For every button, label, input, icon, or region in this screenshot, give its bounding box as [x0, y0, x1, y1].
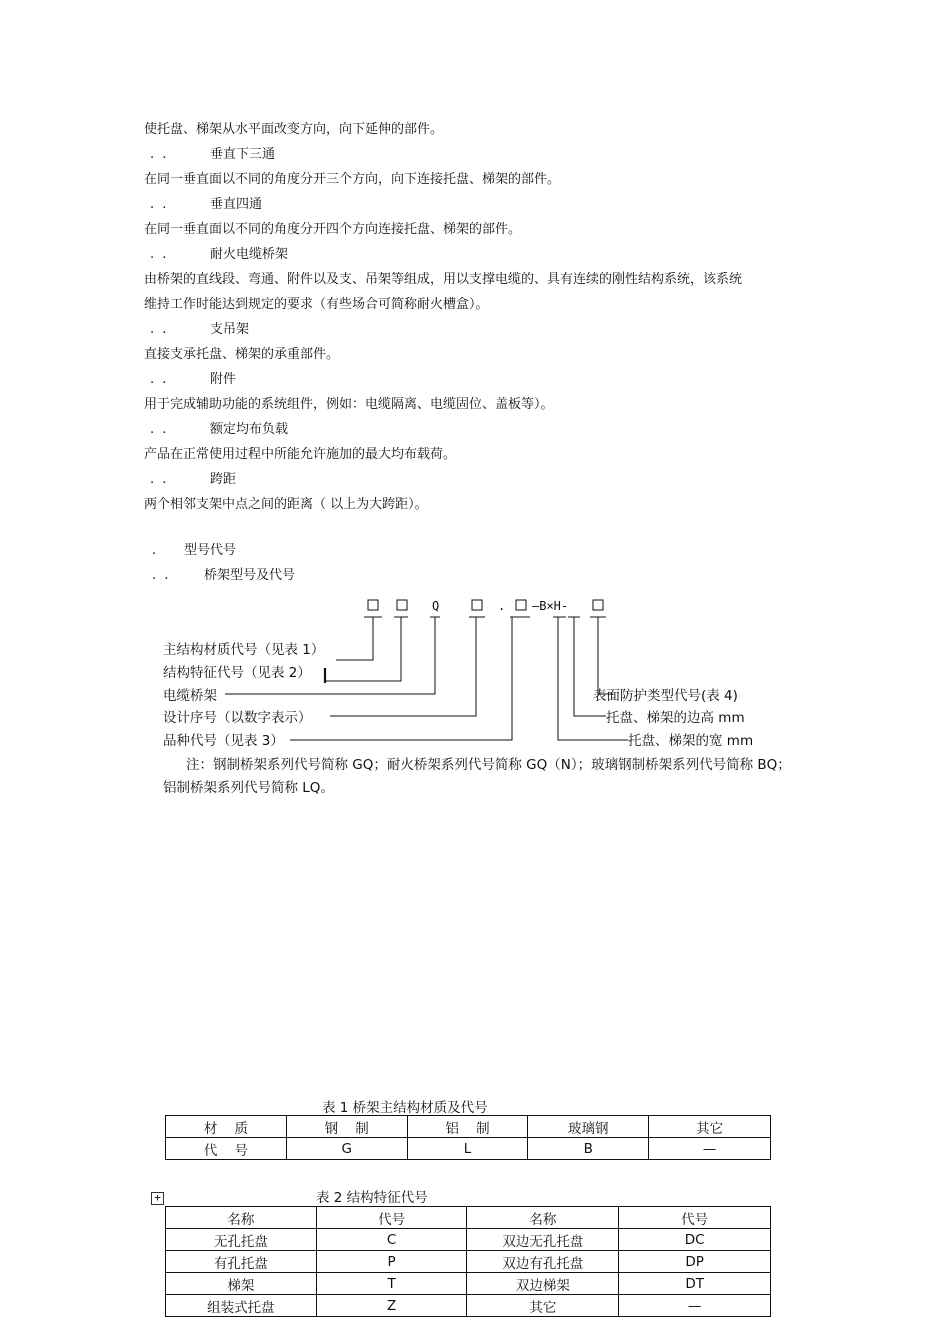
definition-term: 耐火电缆桥架: [210, 247, 289, 262]
table-cell: 其它: [649, 1116, 771, 1138]
subsection-title: 桥架型号及代号: [204, 568, 296, 583]
table-cell: DT: [619, 1273, 771, 1295]
label-edge-height: 托盘、梯架的边高 mm: [606, 710, 745, 726]
definition-text: 产品在正常使用过程中所能允许施加的最大均布载荷。: [144, 447, 457, 462]
leader-surface: [590, 617, 613, 694]
code-dot: .: [498, 599, 506, 613]
table-cell: DP: [619, 1251, 771, 1273]
label-width: 托盘、梯架的宽 mm: [628, 733, 754, 749]
table-header-row: [166, 1207, 771, 1229]
definition-text: 直接支承托盘、梯架的承重部件。: [144, 347, 340, 362]
label-variety-code: 品种代号（见表 3）: [163, 733, 284, 749]
table2-caption: 表 2 结构特征代号: [316, 1190, 428, 1206]
table-cell: G: [286, 1138, 407, 1160]
section-number: .: [152, 543, 159, 558]
table1-caption: 表 1 桥架主结构材质及代号: [322, 1100, 488, 1116]
diagram-note-line2: 铝制桥架系列代号简称 LQ。: [163, 780, 334, 796]
definition-text: 由桥架的直线段、弯通、附件以及支、吊架等组成，用以支撑电缆的、具有连续的刚性结构系统，该系统: [144, 272, 743, 287]
table-cell: DC: [619, 1229, 771, 1251]
definition-number: . .: [150, 472, 169, 487]
table-cell: 材 质: [166, 1116, 287, 1138]
label-design-number: 设计序号（以数字表示）: [163, 710, 312, 726]
table-row: [166, 1138, 771, 1160]
table-cell: 梯架: [166, 1273, 317, 1295]
definition-term: 垂直四通: [210, 197, 263, 212]
table-cell: 代号: [316, 1207, 467, 1229]
table-cell: 代号: [619, 1207, 771, 1229]
table-cell: 双边有孔托盘: [467, 1251, 619, 1273]
leader-design-number: [330, 617, 485, 716]
table-cell: —: [619, 1295, 771, 1317]
definition-term: 跨距: [210, 472, 237, 487]
definition-number: . .: [150, 322, 169, 337]
table-move-handle-icon[interactable]: +: [151, 1192, 164, 1205]
table-cell: 铝 制: [407, 1116, 528, 1138]
table1-material-codes: [165, 1115, 771, 1160]
table-row: [166, 1229, 771, 1251]
table-cell: 玻璃钢: [528, 1116, 649, 1138]
table-cell: C: [316, 1229, 467, 1251]
definition-text: 在同一垂直面以不同的角度分开三个方向，向下连接托盘、梯架的部件。: [144, 172, 561, 187]
table-cell: 双边梯架: [467, 1273, 619, 1295]
definition-number: . .: [150, 372, 169, 387]
subsection-number: . .: [152, 568, 171, 583]
definition-number: . .: [150, 197, 169, 212]
section-title: 型号代号: [184, 543, 237, 558]
table-row: [166, 1273, 771, 1295]
code-box-structure: [397, 600, 407, 610]
table-cell: 有孔托盘: [166, 1251, 317, 1273]
table-cell: T: [316, 1273, 467, 1295]
leader-material: [336, 617, 382, 660]
table-row: [166, 1251, 771, 1273]
code-q-text: Q: [432, 599, 440, 613]
table-cell: 代 号: [166, 1138, 287, 1160]
table-cell: 名称: [467, 1207, 619, 1229]
leader-structure: [325, 617, 408, 681]
definition-number: . .: [150, 422, 169, 437]
label-structure-code: 结构特征代号（见表 2）: [163, 665, 311, 681]
code-bxh: —B×H-: [532, 599, 569, 613]
definition-term: 垂直下三通: [210, 147, 276, 162]
definition-term: 支吊架: [210, 322, 250, 337]
table-cell: 其它: [467, 1295, 619, 1317]
table-row: [166, 1295, 771, 1317]
table2-structure-codes: [165, 1206, 771, 1317]
table-cell: 名称: [166, 1207, 317, 1229]
table-cell: B: [528, 1138, 649, 1160]
code-box-surface: [593, 600, 603, 610]
label-surface-protection: 表面防护类型代号(表 4): [593, 688, 738, 704]
definition-number: . .: [150, 247, 169, 262]
table-cell: L: [407, 1138, 528, 1160]
table-cell: 双边无孔托盘: [467, 1229, 619, 1251]
label-cable-tray: 电缆桥架: [163, 688, 217, 704]
definition-text: 维持工作时能达到规定的要求（有些场合可简称耐火槽盒）。: [144, 297, 489, 312]
table-cell: —: [649, 1138, 771, 1160]
definition-number: . .: [150, 147, 169, 162]
code-q: [432, 599, 439, 613]
table-cell: Z: [316, 1295, 467, 1317]
definition-text: 使托盘、梯架从水平面改变方向，向下延伸的部件。: [144, 122, 444, 137]
definition-term: 附件: [210, 372, 237, 387]
table-cell: P: [316, 1251, 467, 1273]
code-box-material: [368, 600, 378, 610]
label-material-code: 主结构材质代号（见表 1）: [163, 642, 325, 658]
table-cell: 无孔托盘: [166, 1229, 317, 1251]
code-box-design-number: [472, 600, 482, 610]
definition-text: 在同一垂直面以不同的角度分开四个方向连接托盘、梯架的部件。: [144, 222, 522, 237]
definition-text: 两个相邻支架中点之间的距离（ 以上为大跨距）。: [144, 497, 428, 512]
definition-term: 额定均布负载: [210, 422, 289, 437]
table-row: [166, 1116, 771, 1138]
code-box-variety: [516, 600, 526, 610]
table-cell: 钢 制: [286, 1116, 407, 1138]
diagram-note-line1: 注：钢制桥架系列代号简称 GQ；耐火桥架系列代号简称 GQ（N）；玻璃钢制桥架系列代号简称 BQ；: [186, 757, 791, 773]
definition-text: 用于完成辅助功能的系统组件，例如：电缆隔离、电缆固位、盖板等）。: [144, 397, 554, 412]
table-cell: 组装式托盘: [166, 1295, 317, 1317]
